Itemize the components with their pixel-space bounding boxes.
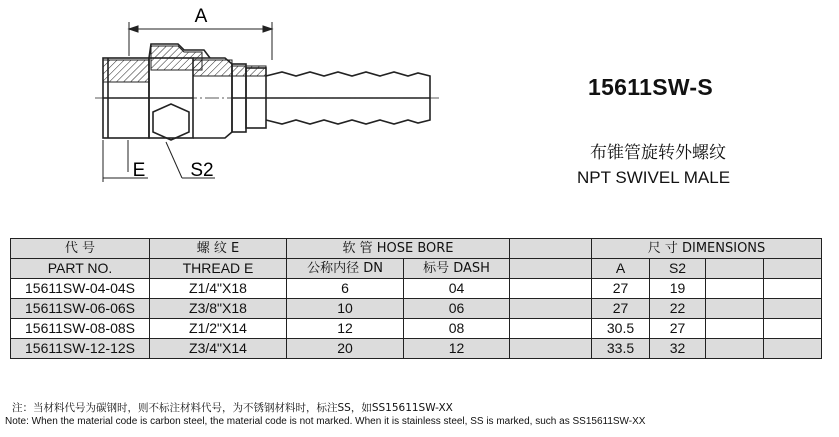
product-subtitle-en: NPT SWIVEL MALE: [577, 168, 731, 187]
dn-cell: 12: [287, 319, 404, 339]
product-subtitle-cn: 布锥管旋转外螺纹: [590, 143, 726, 163]
table-row: [11, 279, 822, 299]
dn-cell: 6: [287, 279, 404, 299]
note-cn: 注：当材料代号为碳钢时，则不标注材料代号，为不锈钢材料时，标注SS，如SS15611SW-XX: [12, 402, 453, 414]
note-en: Note: When the material code is carbon steel, the material code is not marked. When it is stainless steel, SS is marked, such as SS15611SW-XX: [5, 416, 646, 427]
fitting-drawing: [0, 0, 470, 200]
dn-header: 公称内径 DN: [287, 259, 404, 279]
dn-cell: 20: [287, 339, 404, 359]
s2-cell: 32: [650, 339, 706, 359]
blank-cell: [706, 279, 764, 299]
dimension-a-label: A: [194, 6, 208, 27]
header-row-1: [11, 239, 822, 259]
blank-cell: [706, 319, 764, 339]
header-blank-4: [764, 259, 822, 279]
a-cell: 30.5: [592, 319, 650, 339]
dn-cell: 10: [287, 299, 404, 319]
blank-cell: [764, 299, 822, 319]
table-row: [11, 339, 822, 359]
part-no-header-cn: 代 号: [11, 239, 150, 259]
s2-header: S2: [650, 259, 706, 279]
table-row: [11, 319, 822, 339]
thread-cell: Z1/4"X18: [150, 279, 287, 299]
part-no-cell: 15611SW-12-12S: [11, 339, 150, 359]
blank-cell: [706, 299, 764, 319]
dash-cell: 08: [404, 319, 510, 339]
a-cell: 33.5: [592, 339, 650, 359]
s2-cell: 22: [650, 299, 706, 319]
blank-cell: [510, 279, 592, 299]
thread-cell: Z3/8"X18: [150, 299, 287, 319]
header-blank-3: [706, 259, 764, 279]
blank-cell: [706, 339, 764, 359]
thread-cell: Z3/4"X14: [150, 339, 287, 359]
product-title: 15611SW-S: [588, 74, 713, 100]
table-row: [11, 299, 822, 319]
header-blank-1: [510, 239, 592, 259]
blank-cell: [510, 299, 592, 319]
blank-cell: [510, 339, 592, 359]
a-header: A: [592, 259, 650, 279]
part-no-cell: 15611SW-04-04S: [11, 279, 150, 299]
a-cell: 27: [592, 299, 650, 319]
dash-cell: 12: [404, 339, 510, 359]
part-no-header-en: PART NO.: [11, 259, 150, 279]
blank-cell: [764, 339, 822, 359]
blank-cell: [764, 319, 822, 339]
thread-cell: Z1/2"X14: [150, 319, 287, 339]
spec-table: [10, 238, 822, 359]
dimension-e-label: E: [132, 160, 146, 181]
dash-cell: 06: [404, 299, 510, 319]
dimensions-header: 尺 寸 DIMENSIONS: [592, 239, 822, 259]
blank-cell: [510, 319, 592, 339]
s2-cell: 27: [650, 319, 706, 339]
a-cell: 27: [592, 279, 650, 299]
dimension-s2-label: S2: [190, 160, 214, 181]
dash-cell: 04: [404, 279, 510, 299]
thread-header-en: THREAD E: [150, 259, 287, 279]
part-no-cell: 15611SW-08-08S: [11, 319, 150, 339]
header-row-2: [11, 259, 822, 279]
thread-header-cn: 螺 纹 E: [150, 239, 287, 259]
header-blank-2: [510, 259, 592, 279]
s2-cell: 19: [650, 279, 706, 299]
part-no-cell: 15611SW-06-06S: [11, 299, 150, 319]
hose-bore-header: 软 管 HOSE BORE: [287, 239, 510, 259]
blank-cell: [764, 279, 822, 299]
dash-header: 标号 DASH: [404, 259, 510, 279]
